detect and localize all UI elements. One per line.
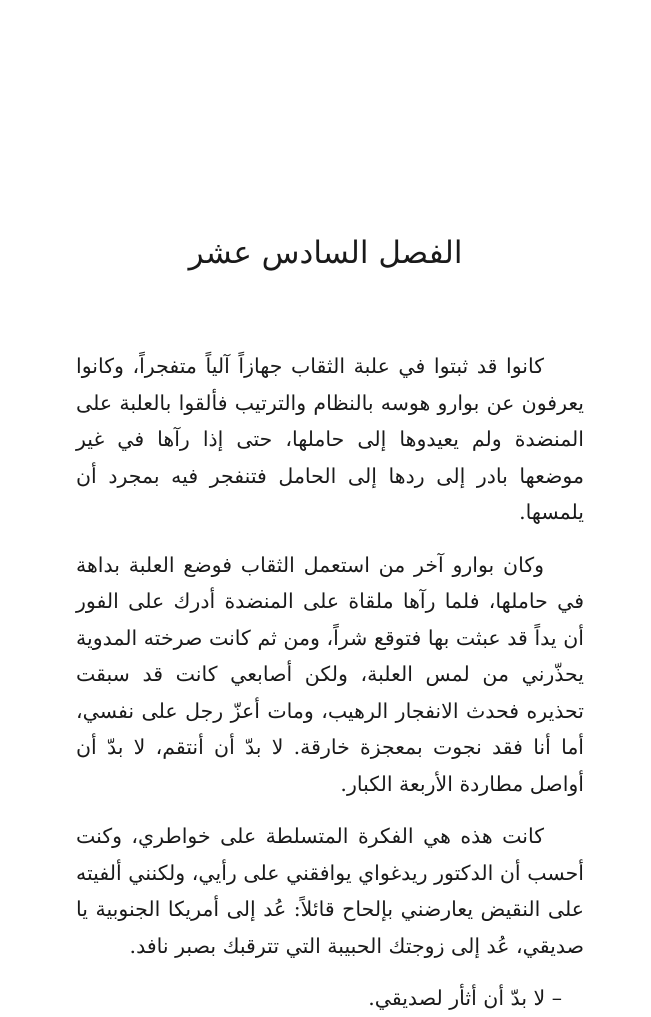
paragraph-2: وكان بوارو آخر من استعمل الثقاب فوضع العلبة بداهة في حاملها، فلما رآها ملقاة على المنضدة أدرك على الفور أن يداً قد عبثت بها فتوقع شراً، ومن ثم كانت صرخته المدوية يحذّرني من لمس العلبة، ولكن أصابعي كانت قد سبقت تحذيره فحدث الانفجار الرهيب، ومات أعزّ رجل على نفسي، أما أنا فقد نجوت بمعجزة خارقة. لا بدّ أن أنتقم، لا بدّ أن أواصل مطاردة الأربعة الكبار. — [76, 552, 584, 796]
dialogue-line: – لا بدّ أن أثأر لصديقي. — [368, 986, 562, 1010]
chapter-title: الفصل السادس عشر — [188, 235, 463, 271]
paragraph-3: كانت هذه هي الفكرة المتسلطة على خواطري، وكنت أحسب أن الدكتور ريدغواي يوافقني على رأيي، ولكنني ألفيته على النقيض يعارضني بإلحاح قائلاً: عُد إلى أمريكا الجنوبية يا صديقي، عُد إلى زوجتك الحبيبة التي تترقبك بصبر نافد. — [76, 824, 584, 958]
paragraph-1: كانوا قد ثبتوا في علبة الثقاب جهازاً آلياً متفجراً، وكانوا يعرفون عن بوارو هوسه بالنظام والترتيب فألقوا بالعلبة على المنضدة ولم يعيدوها إلى حاملها، حتى إذا رآها في غير موضعها بادر إلى ردها إلى الحامل فتنفجر فيه بمجرد أن يلمسها. — [76, 354, 584, 524]
chapter-body — [76, 348, 584, 1017]
